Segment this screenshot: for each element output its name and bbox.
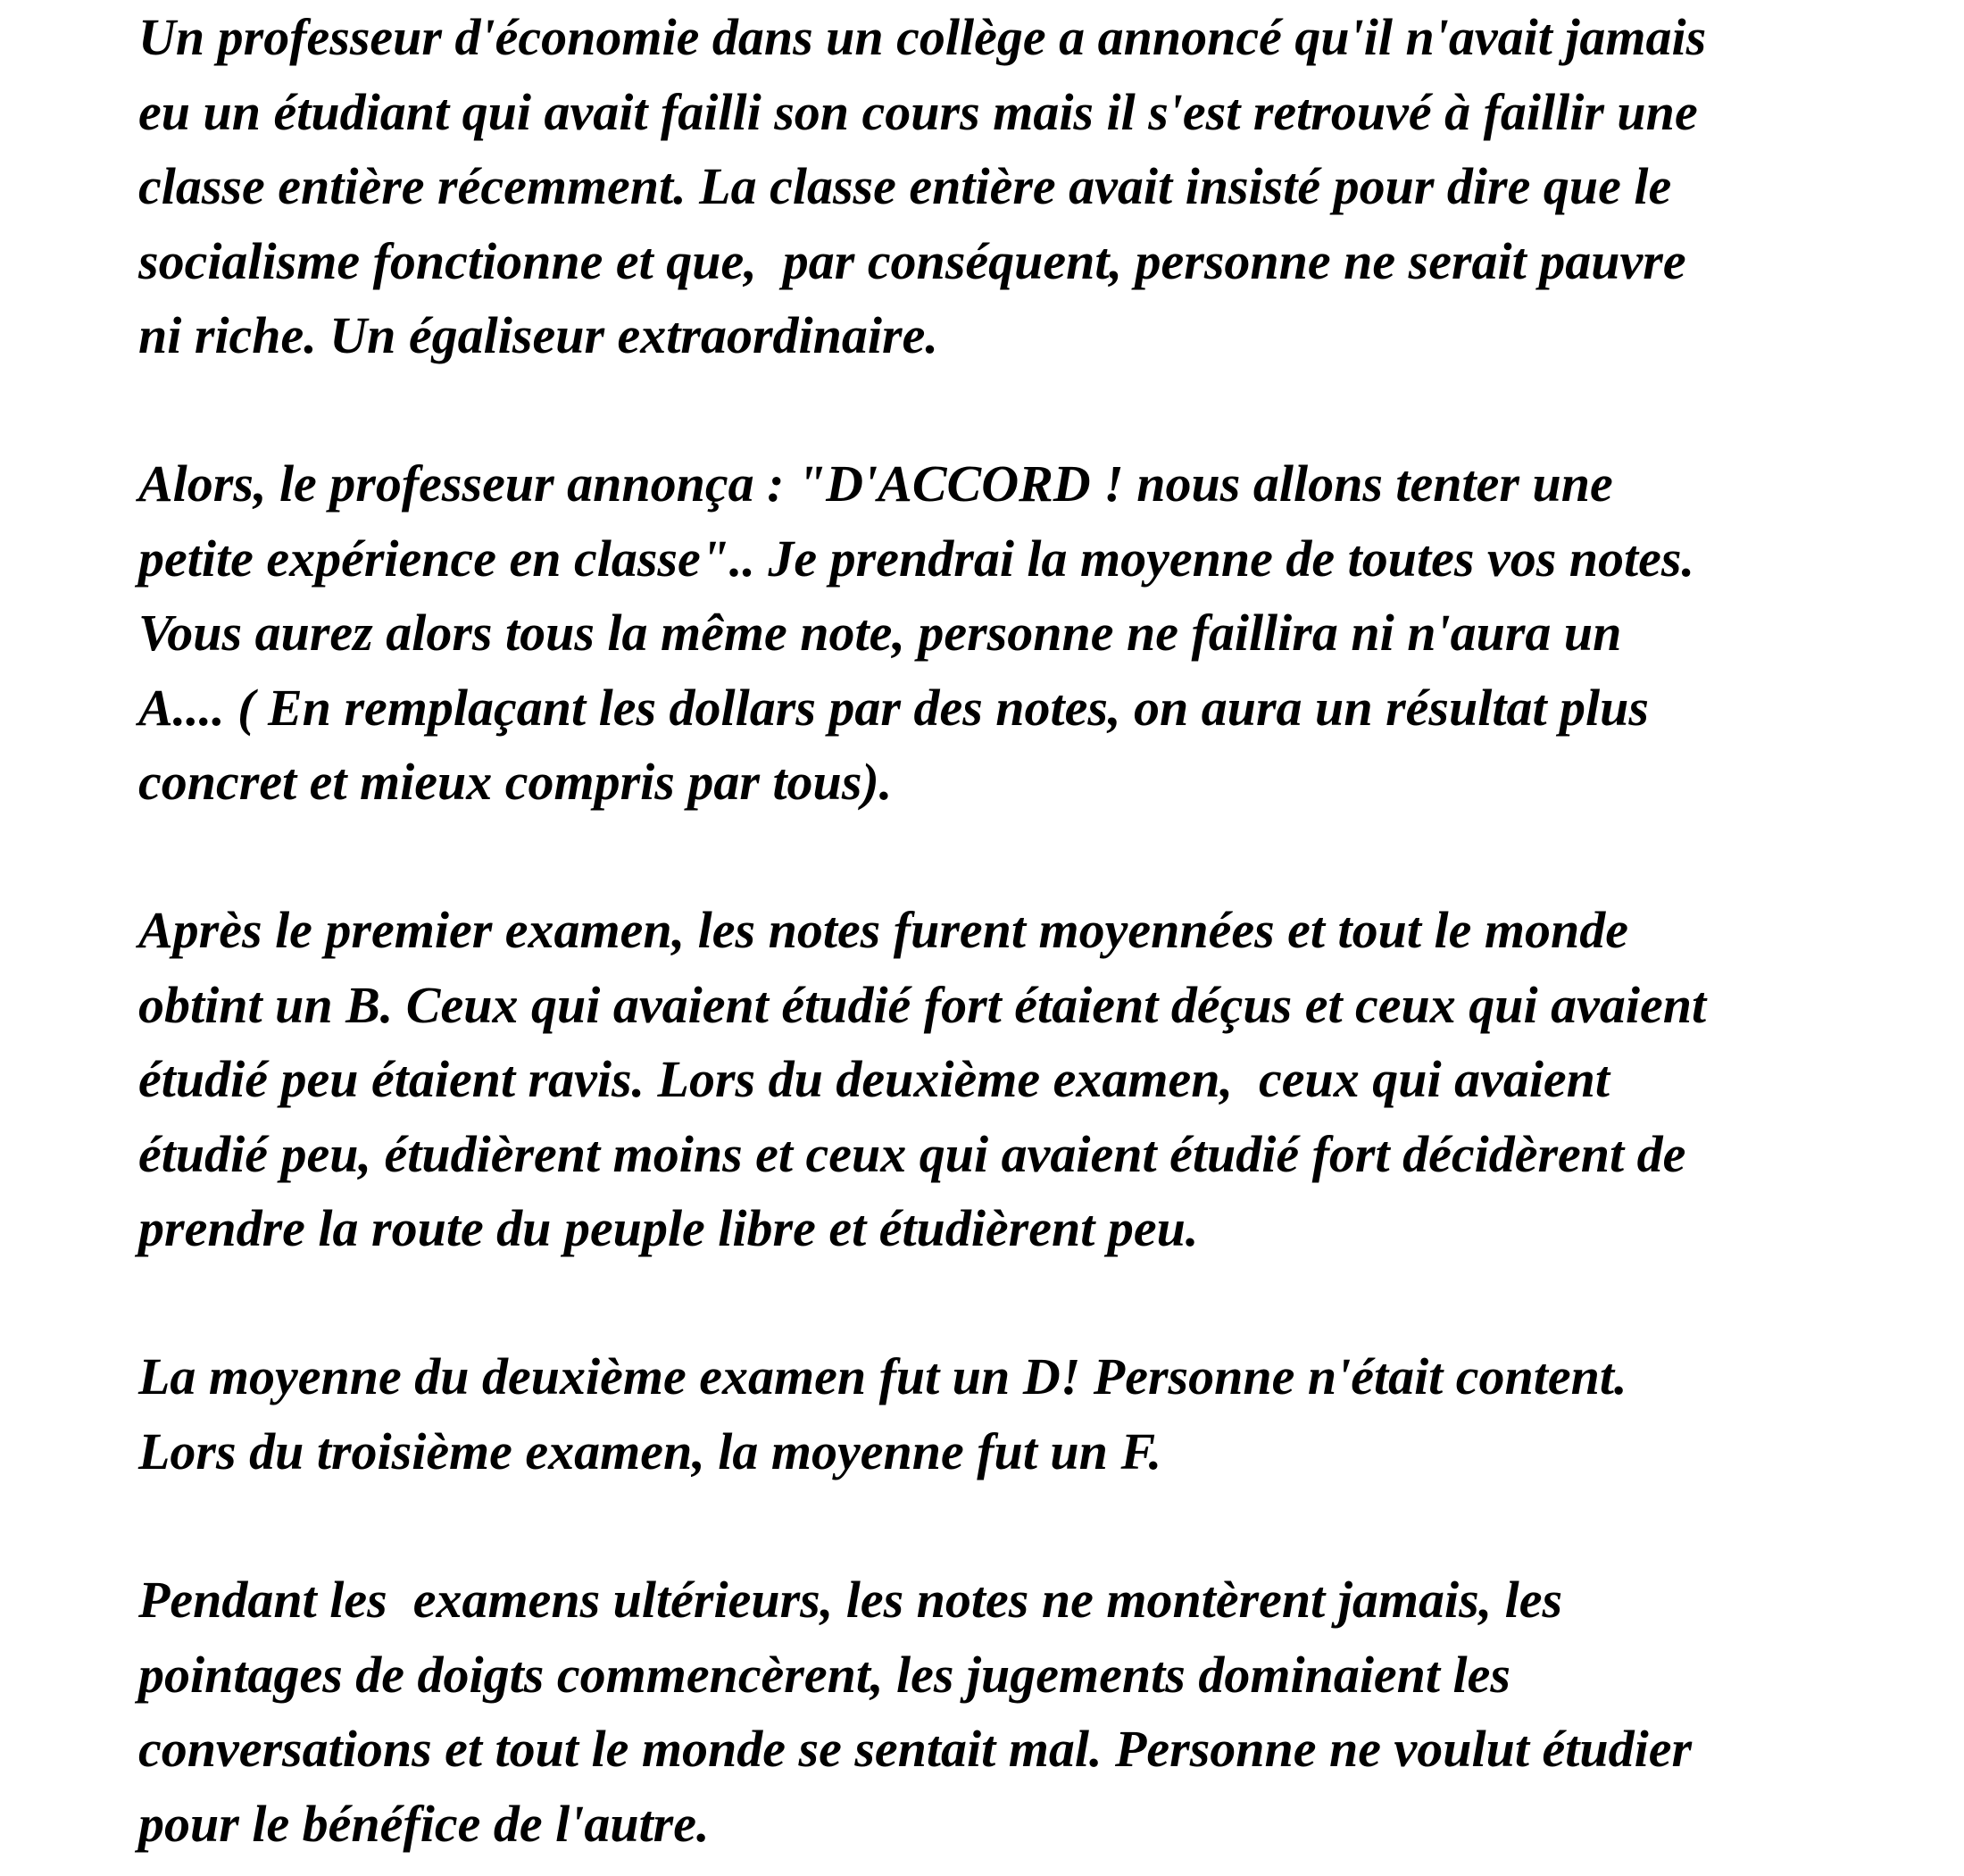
text-line: Après le premier examen, les notes furent moyennées et tout le monde <box>138 901 1629 959</box>
text-line: pointages de doigts commencèrent, les jugements dominaient les <box>138 1645 1510 1704</box>
paragraph-4 <box>138 1339 1964 1488</box>
text-line: ni riche. Un égaliseur extraordinaire. <box>138 306 938 364</box>
paragraph-3 <box>138 893 1964 1266</box>
text-line: A.... ( En remplaçant les dollars par des notes, on aura un résultat plus <box>138 678 1649 737</box>
text-line: obtint un B. Ceux qui avaient étudié fort étaient déçus et ceux qui avaient <box>138 975 1707 1034</box>
text-line: Alors, le professeur annonça : "D'ACCORD ! nous allons tenter une <box>138 454 1613 513</box>
text-line: Pendant les examens ultérieurs, les notes ne montèrent jamais, les <box>138 1571 1563 1629</box>
text-line: étudié peu étaient ravis. Lors du deuxième examen, ceux qui avaient <box>138 1050 1610 1108</box>
text-line: petite expérience en classe".. Je prendrai la moyenne de toutes vos notes. <box>138 529 1694 588</box>
text-line: étudié peu, étudièrent moins et ceux qui avaient étudié fort décidèrent de <box>138 1124 1686 1183</box>
text-line: Vous aurez alors tous la même note, personne ne faillira ni n'aura un <box>138 604 1622 662</box>
text-line: socialisme fonctionne et que, par conséquent, personne ne serait pauvre <box>138 231 1686 290</box>
text-line: pour le bénéfice de l'autre. <box>138 1794 710 1853</box>
text-line: La moyenne du deuxième examen fut un D! Personne n'était content. <box>138 1347 1627 1405</box>
text-line: eu un étudiant qui avait failli son cours mais il s'est retrouvé à faillir une <box>138 82 1698 141</box>
text-line: prendre la route du peuple libre et étudièrent peu. <box>138 1199 1199 1257</box>
paragraph-2 <box>138 446 1964 820</box>
text-line: Lors du troisième examen, la moyenne fut un F. <box>138 1422 1162 1480</box>
text-line: Un professeur d'économie dans un collège a annoncé qu'il n'avait jamais <box>138 8 1707 66</box>
text-line: classe entière récemment. La classe entière avait insisté pour dire que le <box>138 157 1672 215</box>
text-line: conversations et tout le monde se sentait mal. Personne ne voulut étudier <box>138 1720 1693 1778</box>
paragraph-5 <box>138 1563 1964 1861</box>
paragraph-1 <box>138 0 1964 373</box>
text-line: concret et mieux compris par tous). <box>138 753 893 811</box>
